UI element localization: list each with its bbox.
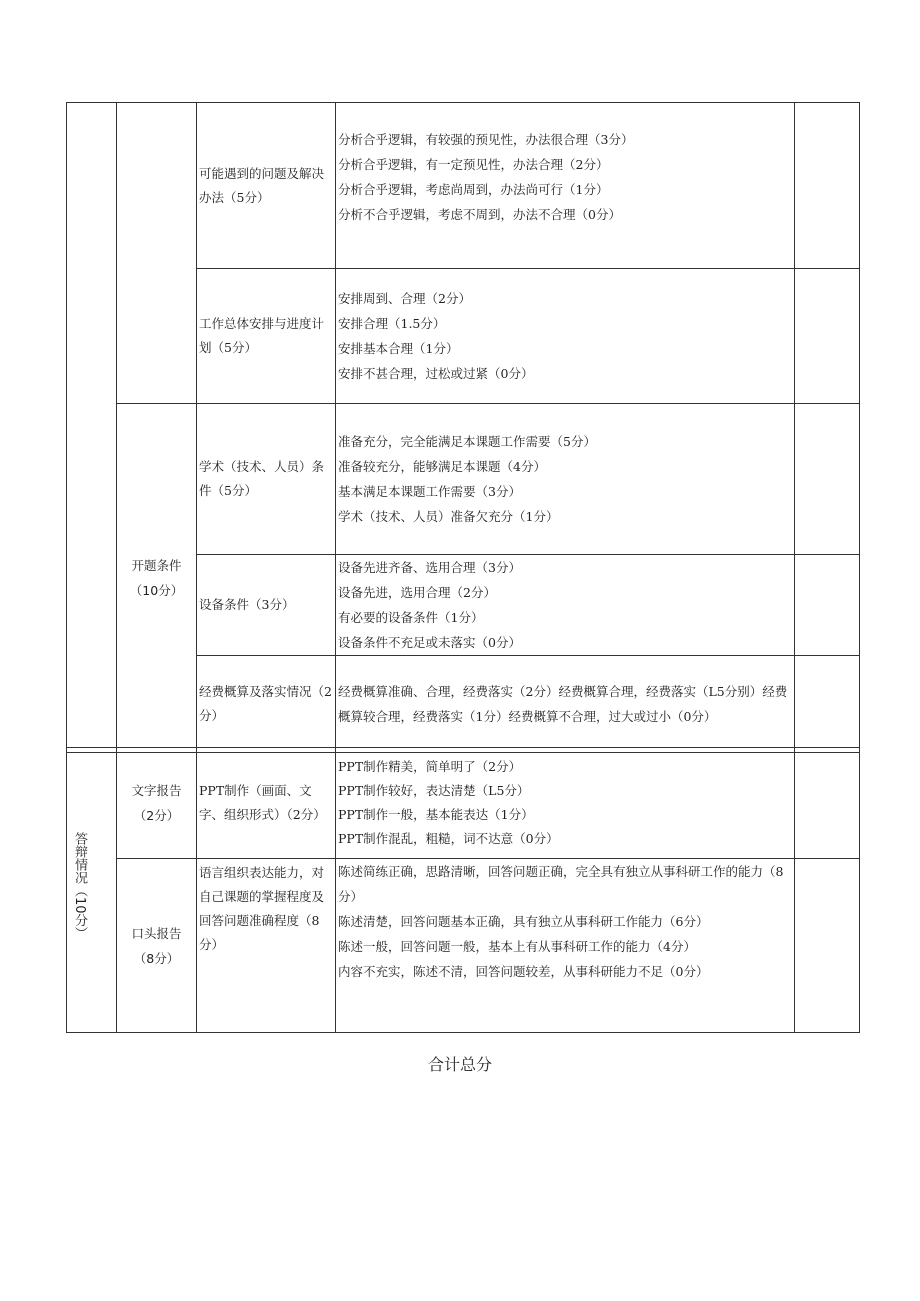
item-text: 学术（技术、人员）条件（5分） <box>199 459 325 498</box>
criterion: 陈述一般，回答问题一般，基本上有从事科研工作的能力（4分） <box>338 939 696 954</box>
score-cell[interactable] <box>795 656 860 753</box>
item-text: 语言组织表达能力，对自己课题的掌握程度及回答问题准确程度（8分） <box>199 865 325 952</box>
criterion: 设备先进齐备、选用合理（3分） <box>338 560 521 575</box>
criterion: 设备先进，选用合理（2分） <box>338 585 496 600</box>
written-report-label: 文字报告（2分） <box>117 748 197 859</box>
oral-report-label: 口头报告（8分） <box>117 859 197 1033</box>
item-text: 可能遇到的问题及解决办法（5分） <box>199 165 325 205</box>
criterion: 安排周到、合理（2分） <box>338 291 471 306</box>
criteria-cell <box>336 269 795 404</box>
item-text: 经费概算及落实情况（2分） <box>199 684 332 723</box>
item-cell <box>197 748 336 859</box>
subcategory-cell-continued <box>117 103 197 404</box>
criterion: 安排合理（1.5分） <box>338 316 446 331</box>
total-score-label: 合计总分 <box>427 1055 492 1074</box>
criterion: PPT制作混乱，粗糙，词不达意（0分） <box>338 831 559 846</box>
category-cell-continued <box>67 103 117 753</box>
criterion: 内容不充实，陈述不清，回答问题较差，从事科研能力不足（0分） <box>338 964 709 979</box>
criteria-cell <box>336 656 795 753</box>
criteria-cell <box>336 748 795 859</box>
item-text: 工作总体安排与进度计划（5分） <box>199 316 325 355</box>
item-text: 设备条件（3分） <box>199 597 295 612</box>
score-cell[interactable] <box>795 269 860 404</box>
item-cell <box>197 404 336 555</box>
criterion: 陈述简练正确，思路清晰，回答问题正确，完全具有独立从事科研工作的能力（8分） <box>338 864 784 904</box>
criterion: 分析合乎逻辑，有一定预见性，办法合理（2分） <box>338 156 609 172</box>
criterion: 准备充分，完全能满足本课题工作需要（5分） <box>338 434 596 449</box>
defense-table <box>66 747 860 1033</box>
criterion: 经费概算准确、合理，经费落实（2分）经费概算合理，经费落实（L5分别）经费概算较合理，经费落实（1分）经费概算不合理，过大或过小（0分） <box>338 684 788 724</box>
criterion: 有必要的设备条件（1分） <box>338 610 484 625</box>
item-cell <box>197 269 336 404</box>
criteria-cell <box>336 859 795 1033</box>
criterion: 分析合乎逻辑，有较强的预见性，办法很合理（3分） <box>338 131 634 147</box>
criterion: 安排基本合理（1分） <box>338 341 459 356</box>
item-cell <box>197 555 336 656</box>
score-cell[interactable] <box>795 859 860 1033</box>
item-cell <box>197 859 336 1033</box>
item-cell <box>197 103 336 269</box>
score-cell[interactable] <box>795 103 860 269</box>
criterion: 陈述清楚，回答问题基本正确，具有独立从事科研工作能力（6分） <box>338 914 709 929</box>
criteria-cell <box>336 404 795 555</box>
criterion: 分析合乎逻辑，考虑尚周到，办法尚可行（1分） <box>338 181 609 197</box>
score-cell[interactable] <box>795 748 860 859</box>
criterion: PPT制作精美，简单明了（2分） <box>338 759 522 774</box>
criterion: PPT制作一般，基本能表达（1分） <box>338 807 534 822</box>
open-conditions-label: 开题条件（10分） <box>117 404 197 753</box>
score-cell[interactable] <box>795 404 860 555</box>
item-cell <box>197 656 336 753</box>
item-text: PPT制作（画面、文字、组织形式）（2分） <box>199 783 326 822</box>
criterion: 学术（技术、人员）准备欠充分（1分） <box>338 509 559 524</box>
criteria-cell <box>336 555 795 656</box>
criterion: 安排不甚合理，过松或过紧（0分） <box>338 366 534 381</box>
defense-category-label: 答辩情况（10分） <box>67 748 117 1033</box>
criterion: 基本满足本课题工作需要（3分） <box>338 484 521 499</box>
scoring-table <box>66 102 860 753</box>
criterion: 设备条件不充足或未落实（0分） <box>338 635 521 650</box>
criterion: PPT制作较好，表达清楚（L5分） <box>338 783 530 798</box>
score-cell[interactable] <box>795 555 860 656</box>
criterion: 分析不合乎逻辑，考虑不周到，办法不合理（0分） <box>338 206 621 222</box>
criterion: 准备较充分，能够满足本课题（4分） <box>338 459 546 474</box>
criteria-cell <box>336 103 795 269</box>
